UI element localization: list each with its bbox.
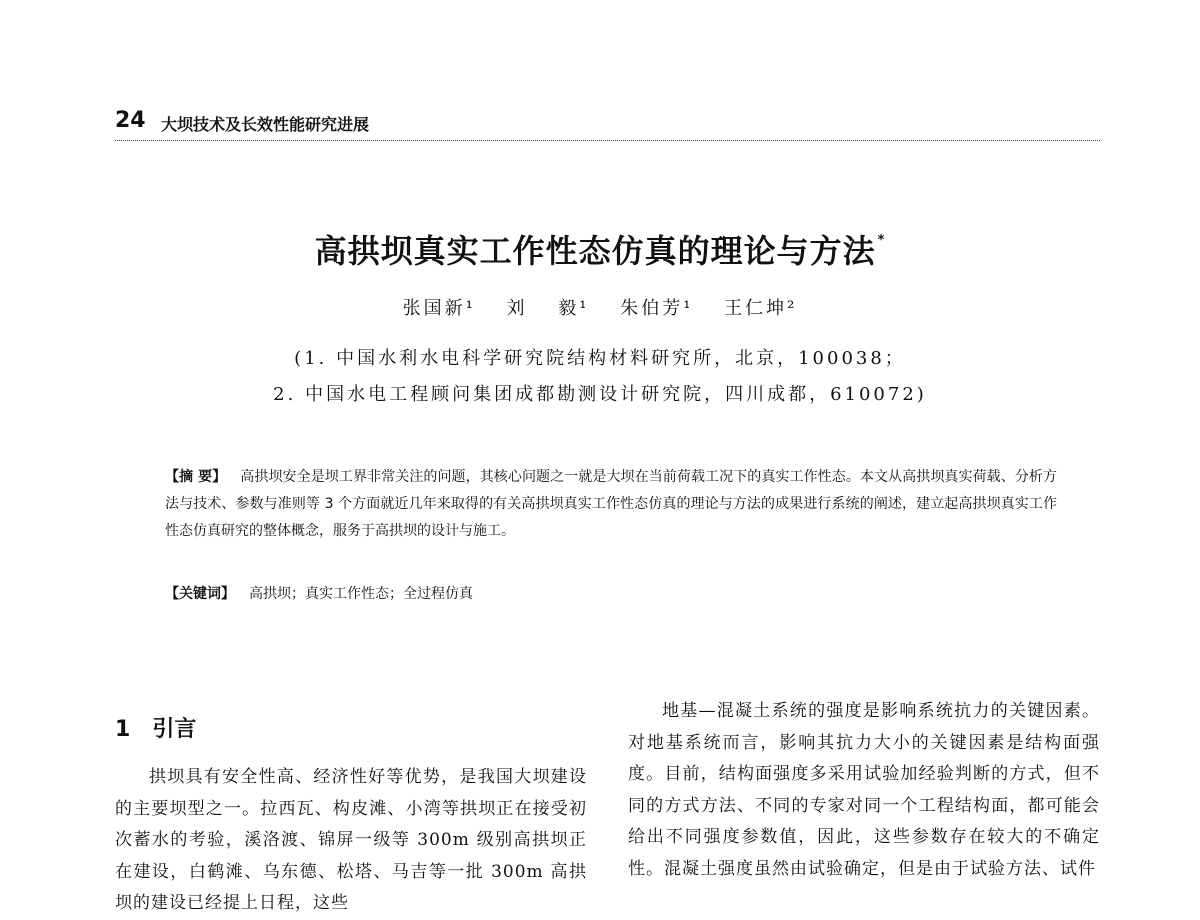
abstract-text: 高拱坝安全是坝工界非常关注的问题，其核心问题之一就是大坝在当前荷载工况下的真实工作性态。本文从高拱坝真实荷载、分析方法与技术、参数与准则等 3 个方面就近几年来取得的有关高拱坝真实工作性态仿真的理论与方法的成果进行系统的阐述，建立起高拱坝真实工作性态仿真研究的整体概念，服务于高拱坝的设计与施工。 <box>165 469 1058 539</box>
abstract-label: 【摘 要】 <box>165 469 227 485</box>
article-title-text: 高拱坝真实工作性态仿真的理论与方法 <box>314 232 876 270</box>
keywords-label: 【关键词】 <box>165 586 235 602</box>
affiliation-1: (1. 中国水利水电科学研究院结构材料研究所，北京，100038； <box>294 348 906 369</box>
affiliation-2: 2. 中国水电工程顾问集团成都勘测设计研究院，四川成都，610072) <box>273 384 927 405</box>
running-header <box>115 108 1100 141</box>
title-footnote-mark: * <box>877 233 886 248</box>
author-list: 张国新¹ 刘 毅¹ 朱伯芳¹ 王仁坤² <box>402 298 798 319</box>
section-heading <box>115 712 196 743</box>
body-right-column <box>628 696 1100 885</box>
body-left-column <box>115 762 587 920</box>
journal-title: 大坝技术及长效性能研究进展 <box>161 115 370 134</box>
section-number: 1 <box>115 717 131 742</box>
left-column-paragraph: 拱坝具有安全性高、经济性好等优势，是我国大坝建设的主要坝型之一。拉西瓦、构皮滩、小湾等拱坝正在接受初次蓄水的考验，溪洛渡、锦屏一级等 300m 级别高拱坝正在建设，白鹤滩、乌东德、松塔、马吉等一批 300m 高拱坝的建设已经提上日程，这些 <box>115 767 587 913</box>
page-number: 24 <box>115 108 146 133</box>
article-title <box>0 226 1200 272</box>
abstract <box>165 464 1057 545</box>
right-column-paragraph: 地基—混凝土系统的强度是影响系统抗力的关键因素。对地基系统而言，影响其抗力大小的关键因素是结构面强度。目前，结构面强度多采用试验加经验判断的方式，但不同的方式方法、不同的专家对同一个工程结构面，都可能会给出不同强度参数值，因此，这些参数存在较大的不确定性。混凝土强度虽然由试验确定，但是由于试验方法、试件 <box>628 701 1100 879</box>
keywords-text: 高拱坝；真实工作性态；全过程仿真 <box>249 586 473 602</box>
section-title: 引言 <box>152 717 197 742</box>
keywords <box>165 581 1057 608</box>
